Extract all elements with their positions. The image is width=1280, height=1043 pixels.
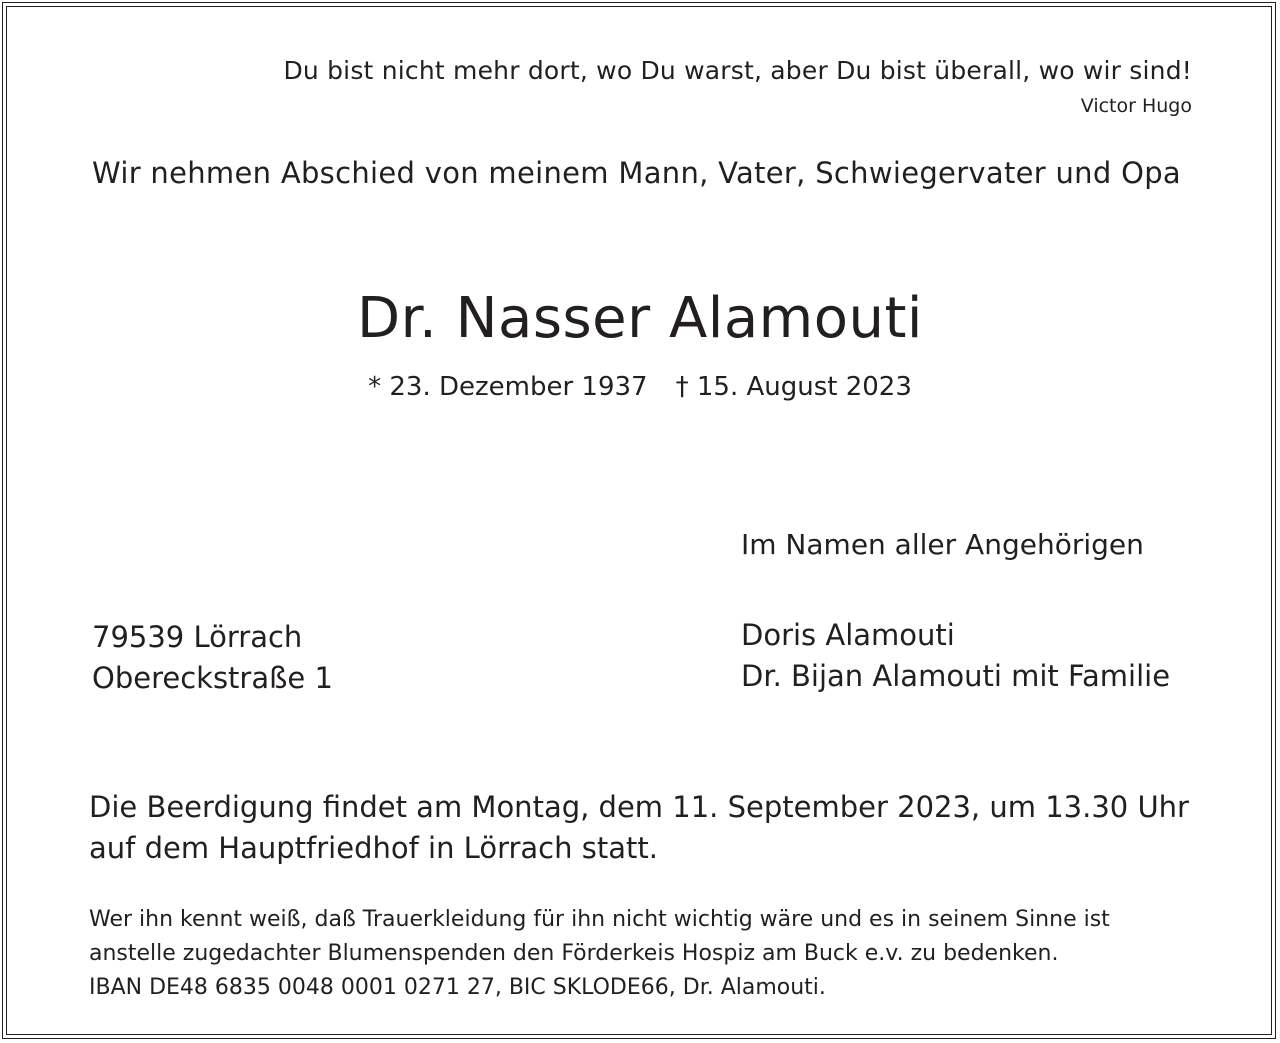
quote-author: Victor Hugo	[1080, 95, 1192, 117]
mourner-name: Dr. Bijan Alamouti mit Familie	[741, 659, 1171, 693]
on-behalf-line: Im Namen aller Angehörigen	[741, 528, 1144, 561]
funeral-line: Die Beerdigung findet am Montag, dem 11. September 2023, um 13.30 Uhr	[89, 790, 1189, 824]
deceased-name: Dr. Nasser Alamouti	[357, 286, 923, 351]
life-dates	[0, 372, 1280, 402]
farewell-intro: Wir nehmen Abschied von meinem Mann, Vater, Schwiegervater und Opa	[92, 156, 1181, 190]
donation-line: anstelle zugedachter Blumenspenden den Förderkeis Hospiz am Buck e.v. zu bedenken.	[89, 941, 1059, 966]
address-street: Obereckstraße 1	[92, 661, 333, 695]
bank-details: IBAN DE48 6835 0048 0001 0271 27, BIC SKLODE66, Dr. Alamouti.	[89, 975, 826, 1000]
address-city: 79539 Lörrach	[92, 620, 303, 654]
mourner-name: Doris Alamouti	[741, 618, 955, 652]
birth-date: * 23. Dezember 1937	[368, 372, 648, 402]
funeral-line: auf dem Hauptfriedhof in Lörrach statt.	[89, 831, 658, 865]
mourners-list	[741, 615, 1170, 697]
death-date: † 15. August 2023	[675, 372, 912, 402]
donation-line: Wer ihn kennt weiß, daß Trauerkleidung für ihn nicht wichtig wäre und es in seinem Sinne ist	[89, 907, 1110, 932]
funeral-notice	[89, 787, 1189, 869]
address-block	[92, 617, 333, 699]
donation-notice	[89, 903, 1110, 1005]
quote-text: Du bist nicht mehr dort, wo Du warst, aber Du bist überall, wo wir sind!	[283, 56, 1192, 85]
